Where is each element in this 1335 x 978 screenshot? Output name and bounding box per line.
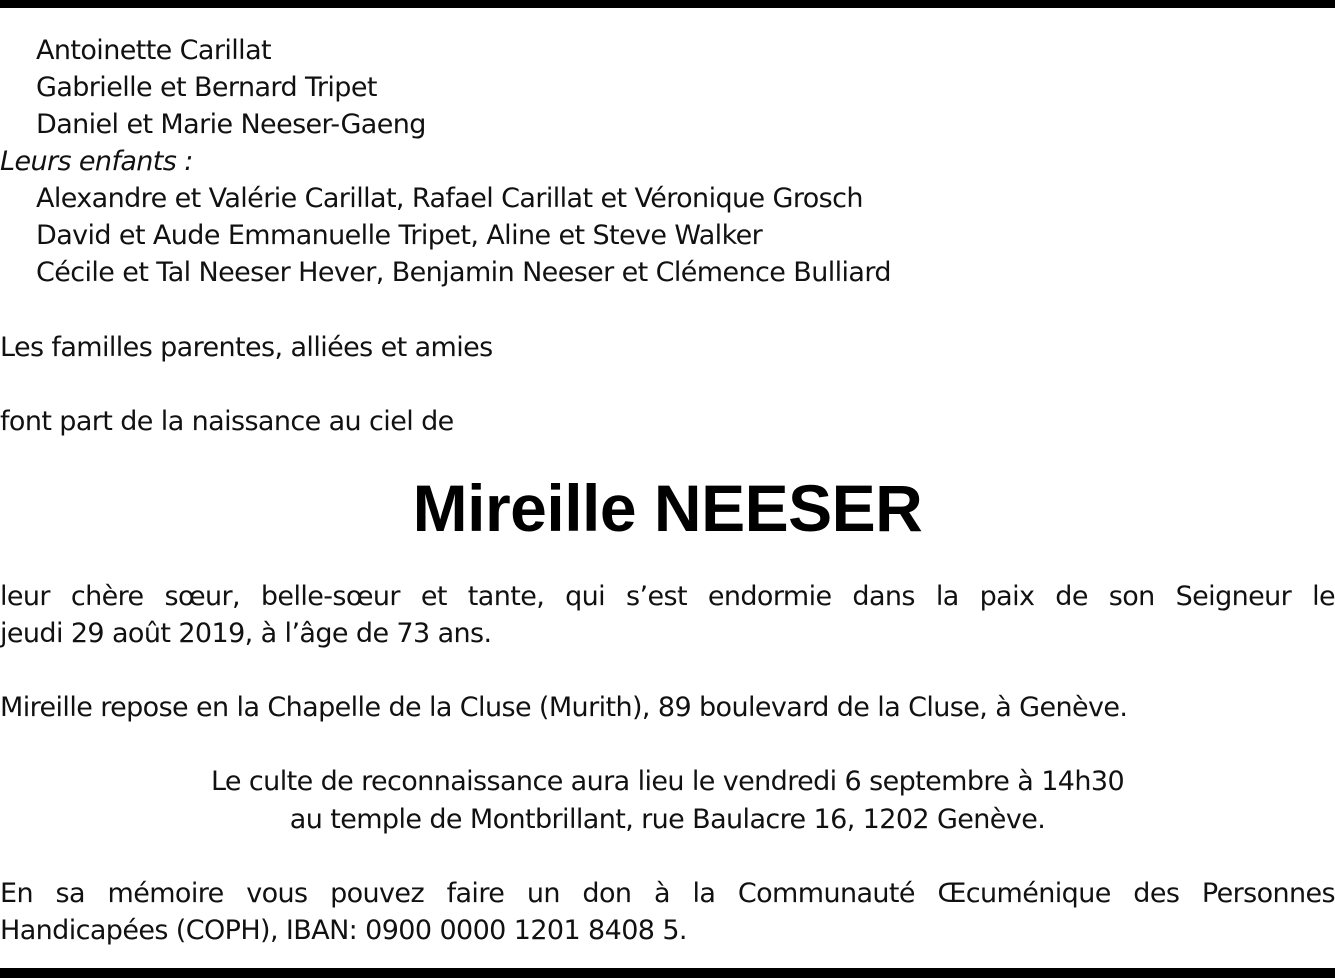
donation-line-2: Handicapées (COPH), IBAN: 0900 0000 1201 8408 5. [0, 915, 687, 946]
family-line: Antoinette Carillat [36, 35, 272, 66]
top-rule [0, 0, 1335, 8]
service-line-1: Le culte de reconnaissance aura lieu le vendredi 6 septembre à 14h30 [210, 766, 1125, 797]
families-line: Les familles parentes, alliées et amies [0, 332, 493, 363]
service-line-2: au temple de Montbrillant, rue Baulacre 16, 1202 Genève. [289, 804, 1046, 835]
rest-place-line: Mireille repose en la Chapelle de la Cluse (Murith), 89 boulevard de la Cluse, à Genève. [0, 692, 1128, 723]
children-heading: Leurs enfants : [0, 146, 193, 177]
children-line: David et Aude Emmanuelle Tripet, Aline et Steve Walker [36, 220, 763, 251]
children-line: Alexandre et Valérie Carillat, Rafael Carillat et Véronique Grosch [36, 183, 863, 214]
description-line-2: jeudi 29 août 2019, à l’âge de 73 ans. [0, 618, 492, 649]
family-line: Daniel et Marie Neeser-Gaeng [36, 109, 426, 140]
children-line: Cécile et Tal Neeser Hever, Benjamin Neeser et Clémence Bulliard [36, 257, 891, 288]
deceased-name: Mireille NEESER [412, 471, 923, 545]
description-line-1: leur chère sœur, belle-sœur et tante, qui s’est endormie dans la paix de son Seigneur le [0, 581, 1335, 612]
bottom-rule [0, 968, 1335, 978]
announcement-line: font part de la naissance au ciel de [0, 406, 454, 437]
family-line: Gabrielle et Bernard Tripet [36, 72, 377, 103]
donation-line-1: En sa mémoire vous pouvez faire un don à la Communauté Œcuménique des Personnes [0, 878, 1335, 909]
